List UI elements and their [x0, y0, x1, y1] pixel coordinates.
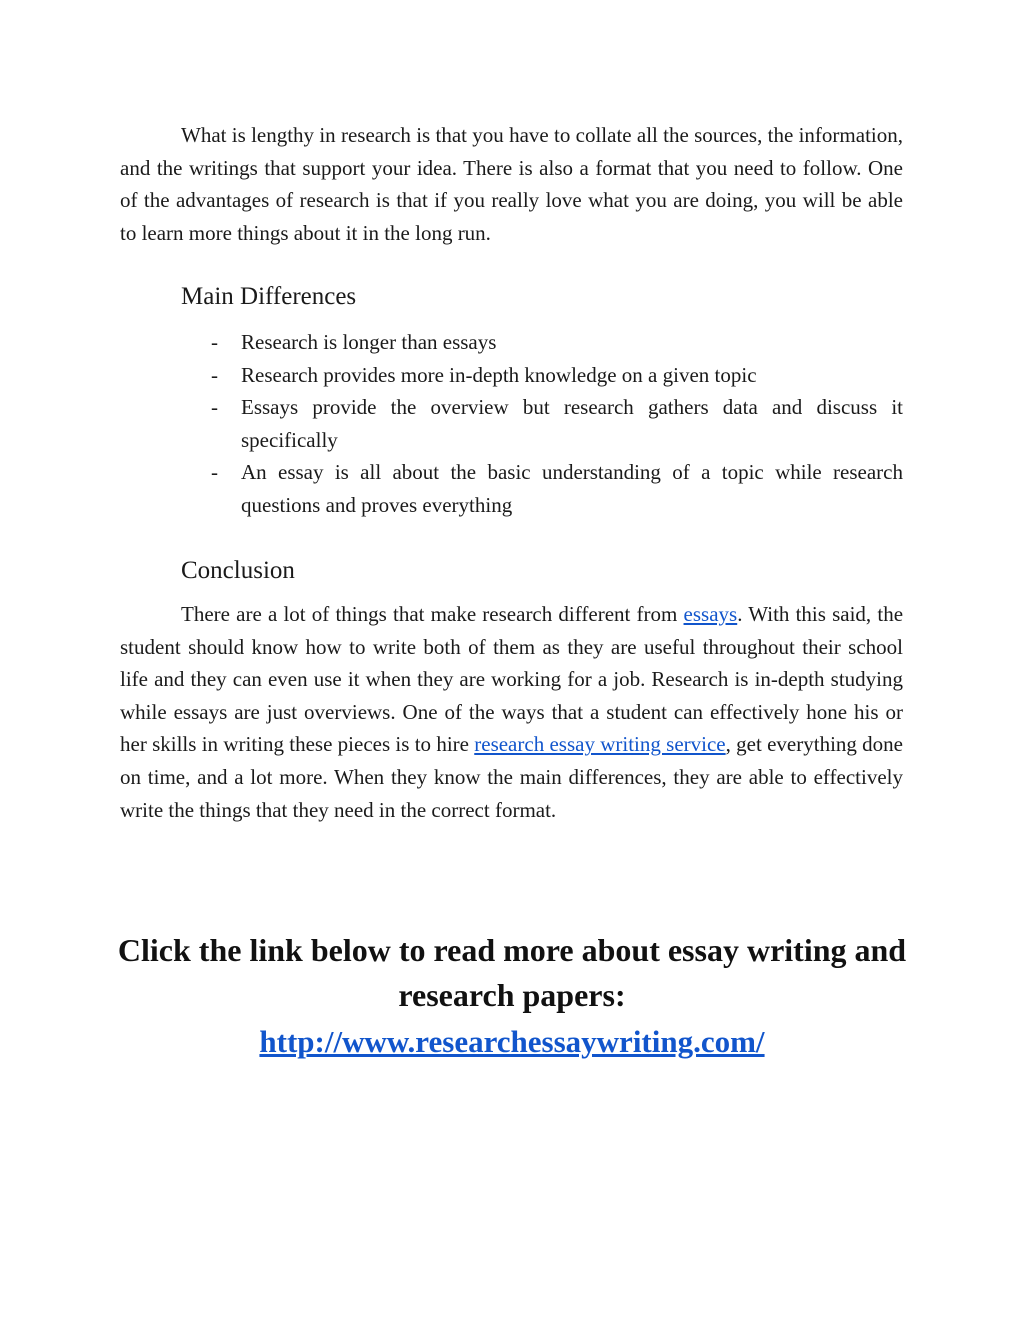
- intro-paragraph: What is lengthy in research is that you have to collate all the sources, the information, and the writings that support your idea. There is also a format that you need to follow. One of the advantages of research is that if you really love what you are doing, you will be able to learn more things about it in the long run.: [120, 123, 903, 245]
- list-item-text: An essay is all about the basic understanding of a topic while research questions and proves everything: [241, 460, 903, 517]
- list-item: [120, 326, 903, 359]
- conclusion-heading: Conclusion: [181, 557, 295, 584]
- cta-url-container: [100, 1020, 924, 1064]
- list-bullet: -: [211, 395, 218, 420]
- research-essay-service-link[interactable]: research essay writing service: [474, 732, 726, 757]
- list-item: [120, 456, 903, 521]
- list-item: [120, 391, 903, 456]
- differences-list: [120, 326, 903, 522]
- list-bullet: -: [211, 362, 218, 387]
- conclusion-text-part2: . With this said, the student should know how to write both of them as they are useful throughout their school life and they can even use it when they are working for a job. Research is in-depth studying while essays are just overviews. One of the ways that a student can effectively hone his or her skills in writing these pieces is to hire: [120, 602, 904, 757]
- list-item-text: Research provides more in-depth knowledge on a given topic: [241, 362, 757, 387]
- list-item-text: Research is longer than essays: [241, 330, 497, 354]
- essays-link[interactable]: essays: [683, 602, 738, 626]
- conclusion-paragraph: [120, 598, 903, 826]
- main-differences-heading: Main Differences: [181, 283, 357, 310]
- list-item: [120, 359, 903, 392]
- cta-text: Click the link below to read more about essay writing and research papers:: [117, 932, 907, 1013]
- website-link[interactable]: http://www.researchessaywriting.com/: [259, 1024, 765, 1059]
- list-item-text: Essays provide the overview but research gathers data and discuss it specifically: [241, 395, 903, 452]
- conclusion-text-part1: There are a lot of things that make research different from: [181, 602, 684, 626]
- list-bullet: -: [211, 460, 218, 485]
- list-bullet: -: [211, 330, 218, 354]
- conclusion-text-part3: , get everything done on time, and a lot more. When they know the main differences, they are able to effectively write the things that they need in the correct format.: [120, 732, 903, 822]
